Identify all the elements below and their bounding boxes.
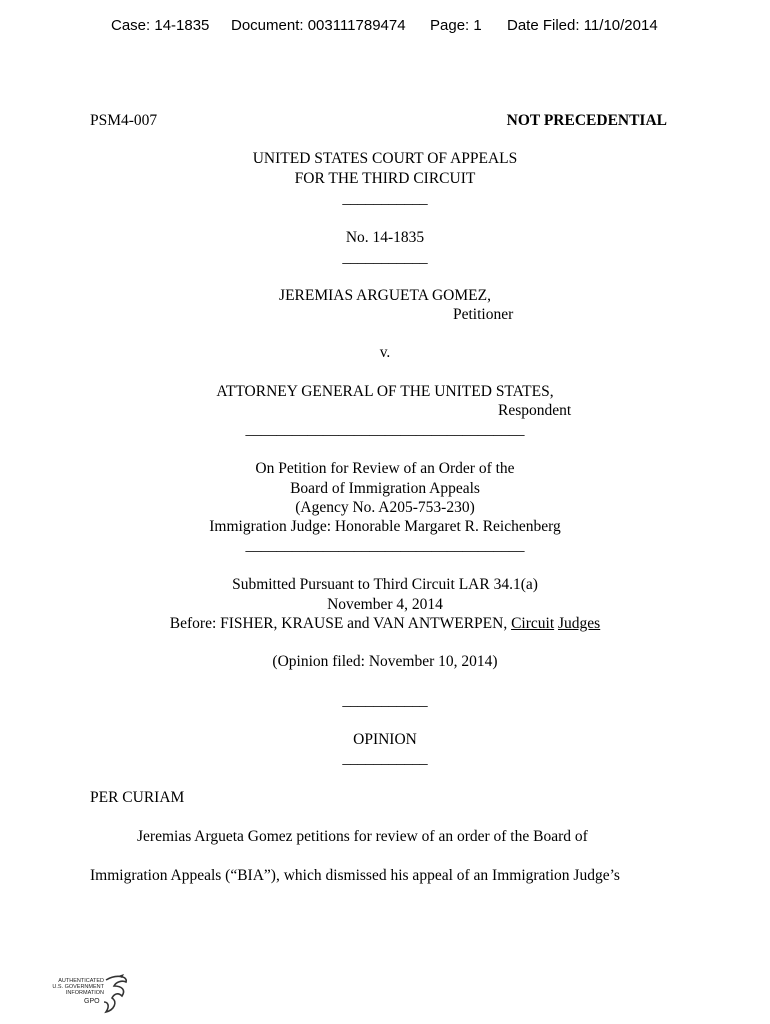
- seal-text-line2: U.S. GOVERNMENT: [52, 984, 104, 990]
- circuit-word: Circuit: [511, 615, 555, 632]
- header-document: Document: 003111789474: [231, 17, 406, 34]
- divider: ___________: [342, 249, 428, 266]
- petitioner-name: JEREMIAS ARGUETA GOMEZ,: [279, 287, 491, 304]
- header-page: Page: 1: [430, 17, 482, 34]
- document-code: PSM4-007: [90, 112, 158, 129]
- court-name-line2: FOR THE THIRD CIRCUIT: [294, 170, 476, 187]
- per-curiam: PER CURIAM: [90, 789, 185, 806]
- divider: ___________: [342, 692, 428, 709]
- petitioner-role: Petitioner: [453, 306, 514, 323]
- agency-number: (Agency No. A205-753-230): [295, 499, 475, 516]
- submitted-line: Submitted Pursuant to Third Circuit LAR 34.1(a): [232, 576, 538, 593]
- respondent-name: ATTORNEY GENERAL OF THE UNITED STATES,: [216, 383, 554, 400]
- opinion-heading: OPINION: [353, 731, 417, 748]
- versus: v.: [379, 344, 391, 361]
- eagle-logo-icon: [44, 972, 136, 1018]
- body-paragraph-line1: Jeremias Argueta Gomez petitions for review of an order of the Board of: [137, 828, 588, 845]
- case-number: No. 14-1835: [345, 229, 425, 246]
- header-date-filed: Date Filed: 11/10/2014: [507, 17, 658, 34]
- divider: ____________________________________: [245, 421, 525, 438]
- header-case: Case: 14-1835: [111, 17, 210, 34]
- gpo-authentication-seal: [44, 972, 136, 1018]
- judges-word: Judges: [558, 615, 601, 632]
- panel-judges-names: Before: FISHER, KRAUSE and VAN ANTWERPEN,: [169, 615, 512, 632]
- submitted-date: November 4, 2014: [327, 596, 443, 613]
- petition-line1: On Petition for Review of an Order of the: [255, 460, 515, 477]
- panel-judges: [0, 615, 770, 633]
- divider: ____________________________________: [245, 537, 525, 554]
- precedential-status: NOT PRECEDENTIAL: [506, 112, 667, 129]
- petition-line2: Board of Immigration Appeals: [290, 480, 480, 497]
- divider: ___________: [342, 750, 428, 767]
- seal-abbr: GPO: [84, 998, 100, 1005]
- seal-text-line1: AUTHENTICATED: [58, 978, 104, 984]
- immigration-judge: Immigration Judge: Honorable Margaret R. Reichenberg: [209, 518, 561, 535]
- opinion-filed: (Opinion filed: November 10, 2014): [272, 653, 498, 670]
- court-name-line1: UNITED STATES COURT OF APPEALS: [252, 150, 518, 167]
- body-paragraph-line2: Immigration Appeals (“BIA”), which dismissed his appeal of an Immigration Judge’s: [90, 867, 620, 884]
- seal-text-line3: INFORMATION: [65, 990, 104, 996]
- divider: ___________: [342, 190, 428, 207]
- respondent-role: Respondent: [498, 402, 572, 419]
